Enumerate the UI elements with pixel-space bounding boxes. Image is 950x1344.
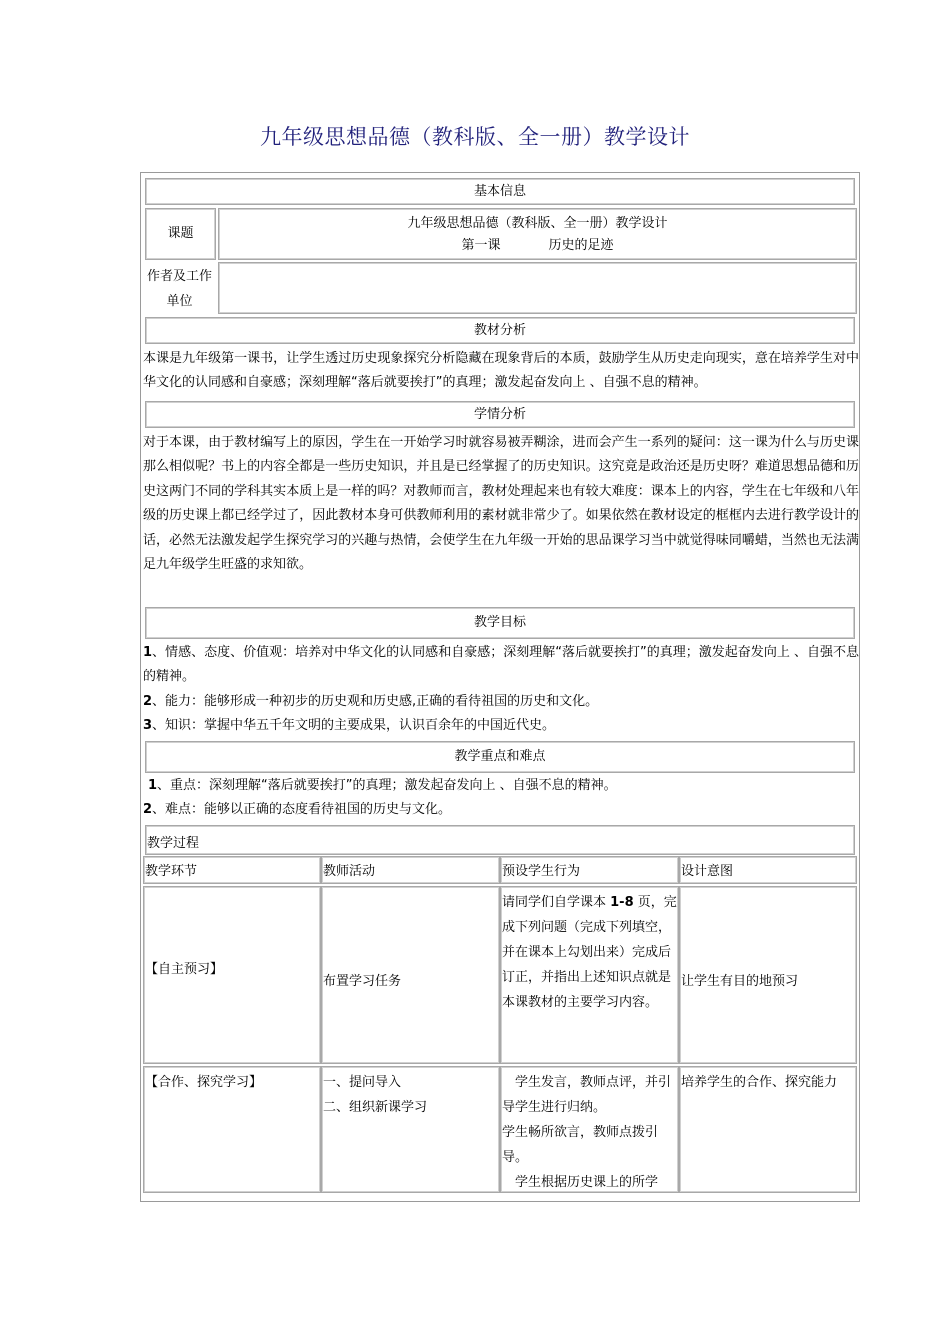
- key-point-1: 1、重点：深刻理解“落后就要挨打”的真理；激发起奋发向上 、自强不息的精神。: [148, 778, 617, 793]
- learner-analysis-title: 学情分析: [473, 407, 526, 422]
- material-analysis-title: 教材分析: [473, 323, 526, 338]
- col-header-intent: 设计意图: [679, 856, 857, 884]
- goal-2: 2、能力：能够形成一种初步的历史观和历史感,正确的看待祖国的历史和文化。: [143, 693, 599, 709]
- author-label: 作者及工作 单位: [146, 269, 212, 309]
- basic-info-header: [145, 178, 855, 205]
- process-title: 教学过程: [147, 836, 200, 851]
- teaching-goals-title: 教学目标: [473, 615, 526, 630]
- row1-student: 请同学们自学课本 1-8 页，完成下列问题（完成下列填空，并在课本上勾划出来）完成后订正，并指出上述知识点就是本课教材的主要学习内容。: [500, 886, 679, 1064]
- row2-teacher: 一、提问导入 二、组织新课学习: [321, 1066, 500, 1193]
- topic-lesson: 第一课: [461, 238, 501, 253]
- key-points-list: [143, 774, 859, 823]
- goal-1: 1、情感、态度、价值观：培养对中华文化的认同感和自豪感；深刻理解“落后就要挨打”的真理；激发起奋发向上 、自强不息的精神。: [143, 645, 859, 685]
- process-header: [145, 825, 855, 855]
- topic-label-cell: [145, 208, 216, 260]
- learner-analysis-header: [145, 401, 855, 428]
- col-header-teacher: 教师活动: [321, 856, 500, 884]
- row2-student: 学生发言，教师点评，并引导学生进行归纳。 学生畅所欲言，教师点拨引导。 学生根据历史课上的所学: [500, 1066, 679, 1193]
- topic-line1: 九年级思想品德（教科版、全一册）教学设计: [407, 216, 668, 231]
- author-value-cell: [218, 262, 857, 314]
- row2-intent: 培养学生的合作、探究能力: [679, 1066, 857, 1193]
- topic-value-cell: [218, 208, 857, 260]
- learner-analysis-text: 对于本课，由于教材编写上的原因，学生在一开始学习时就容易被弄糊涂，进而会产生一系列的疑问：这一课为什么与历史课那么相似呢？书上的内容全都是一些历史知识，并且是已经掌握了的历史知识。这究竟是政治还是历史呀？难道思想品德和历史这两门不同的学科其实本质上是一样的吗？对教师而言，教材处理起来也有较大难度：课本上的内容，学生在七年级和八年级的历史课上都已经学过了，因此教材本身可供教师利用的素材就非常少了。如果依然在教材设定的框框内去进行教学设计的话，必然无法激发起学生探究学习的兴趣与热情，会使学生在九年级一开始的思品课学习当中就觉得味同嚼蜡，当然也无法满足九年级学生旺盛的求知欲。: [143, 435, 859, 573]
- key-point-2: 2、难点：能够以正确的态度看待祖国的历史与文化。: [143, 802, 452, 818]
- basic-info-title: 基本信息: [473, 184, 526, 199]
- lesson-plan-table: [140, 172, 860, 1202]
- col-header-student: 预设学生行为: [500, 856, 679, 884]
- row1-intent: 让学生有目的地预习: [679, 886, 857, 1064]
- teaching-goals-list: [143, 641, 859, 739]
- material-analysis-text: 本课是九年级第一课书，让学生透过历史现象探究分析隐藏在现象背后的本质，鼓励学生从历史走向现实，意在培养学生对中华文化的认同感和自豪感；深刻理解“落后就要挨打”的真理；激发起奋发向上 、自强不息的精神。: [143, 351, 859, 391]
- key-points-header: [145, 741, 855, 773]
- row1-teacher: 布置学习任务: [321, 886, 500, 1064]
- goal-3: 3、知识：掌握中华五千年文明的主要成果，认识百余年的中国近代史。: [143, 718, 556, 734]
- topic-name: 历史的足迹: [548, 238, 614, 253]
- material-analysis-header: [145, 317, 855, 344]
- col-header-stage: 教学环节: [143, 856, 321, 884]
- row1-stage: 【自主预习】: [143, 886, 321, 1064]
- teaching-goals-header: [145, 607, 855, 639]
- row2-stage: 【合作、探究学习】: [143, 1066, 321, 1193]
- topic-label: 课题: [167, 226, 194, 241]
- key-points-title: 教学重点和难点: [454, 749, 546, 764]
- document-title: 九年级思想品德（教科版、全一册）教学设计: [260, 125, 690, 149]
